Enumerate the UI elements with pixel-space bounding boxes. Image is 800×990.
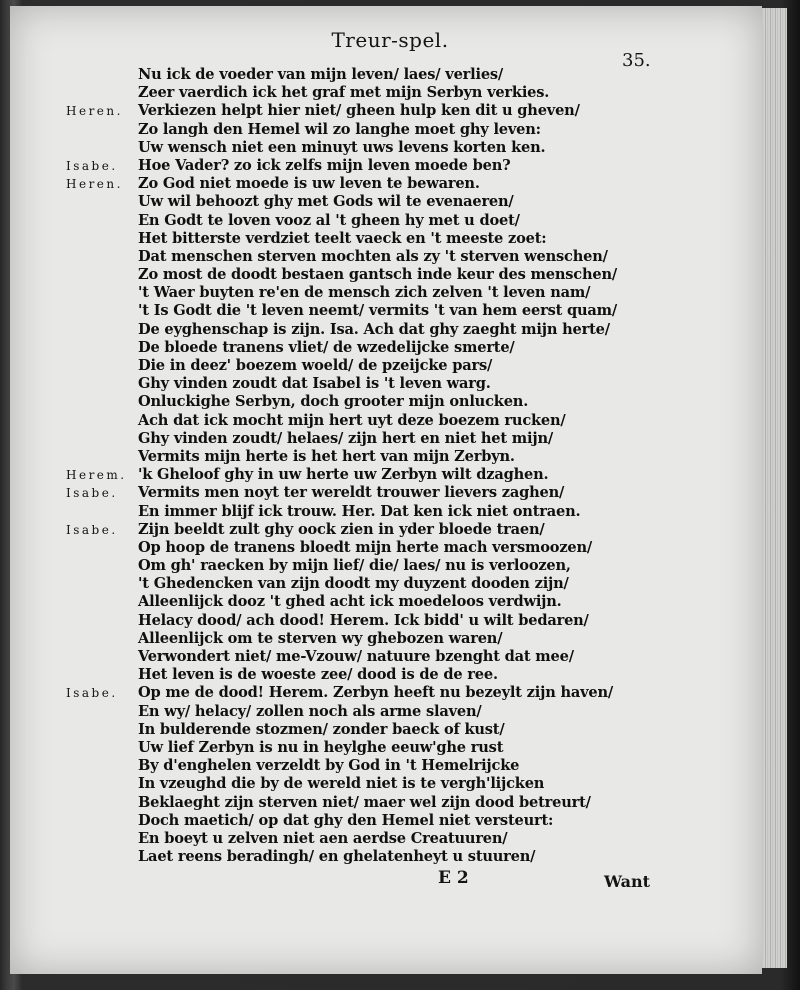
verse-line xyxy=(10,557,762,575)
verse-text: Het leven is de woeste zee/ dood is de de ree. xyxy=(138,666,498,684)
verse-text: Die in deez' boezem woeld/ de pzeijcke pars/ xyxy=(138,357,493,374)
verse-line xyxy=(10,393,762,411)
running-title: Treur-spel. xyxy=(331,28,449,52)
signature-mark: E 2 xyxy=(438,868,469,888)
verse-text: En wy/ helacy/ zollen noch als arme slaven/ xyxy=(138,702,482,720)
verse-line xyxy=(10,630,762,648)
verse-line xyxy=(10,248,762,266)
speaker-label: Heren. xyxy=(66,177,123,192)
verse-text: Uw lief Zerbyn is nu in heylghe eeuw'ghe rust xyxy=(138,738,504,756)
verse-text: En immer blijf ick trouw. Her. Dat ken ick niet ontraen. xyxy=(138,502,581,520)
verse-text: Uw wensch niet een minuyt uws levens korten ken. xyxy=(138,138,546,156)
verse-line xyxy=(10,539,762,557)
verse-text: In vzeughd die by de wereld niet is te vergh'lijcken xyxy=(138,775,545,793)
verse-line xyxy=(10,84,762,102)
verse-text: De bloede tranens vliet/ de wzedelijcke smerte/ xyxy=(138,338,515,356)
speaker-label: Isabe. xyxy=(66,686,118,701)
speaker-label: Herem. xyxy=(66,468,127,483)
verse-text: Ach dat ick mocht mijn hert uyt deze boezem rucken/ xyxy=(138,411,566,429)
verse-line xyxy=(10,721,762,739)
verse-text: Zijn beeldt zult ghy oock zien in yder bloede traen/ xyxy=(138,520,545,538)
verse-text: De eyghenschap is zijn. Isa. Ach dat ghy zaeght mijn herte/ xyxy=(138,320,610,338)
verse-line xyxy=(10,284,762,302)
verse-line xyxy=(10,157,762,175)
verse-line xyxy=(10,430,762,448)
verse-text: Zeer vaerdich ick het graf met mijn Serbyn verkies. xyxy=(138,84,550,102)
verse-text: Op me de dood! Herem. Zerbyn heeft nu bezeylt zijn haven/ xyxy=(138,684,614,702)
verse-line xyxy=(10,266,762,284)
verse-text: Verkiezen helpt hier niet/ gheen hulp ken dit u gheven/ xyxy=(138,102,580,120)
verse-text: Ghy vinden zoudt dat Isabel is 't leven warg. xyxy=(138,375,491,393)
verse-text: Dat menschen sterven mochten als zy 't sterven wenschen/ xyxy=(138,247,608,265)
verse-line xyxy=(10,666,762,684)
verse-line xyxy=(10,484,762,502)
verse-line xyxy=(10,139,762,157)
verse-text: Vermits men noyt ter wereldt trouwer lievers zaghen/ xyxy=(138,484,565,502)
verse-text: Nu ick de voeder van mijn leven/ laes/ verlies/ xyxy=(138,66,504,83)
verse-text: Beklaeght zijn sterven niet/ maer wel zijn dood betreurt/ xyxy=(138,793,591,811)
verse-line xyxy=(10,684,762,702)
verse-text: En boeyt u zelven niet aen aerdse Creatuuren/ xyxy=(138,829,508,847)
verse-text: Laet reens beradingh/ en ghelatenheyt u stuuren/ xyxy=(138,848,536,866)
verse-line xyxy=(10,703,762,721)
verse-line xyxy=(10,794,762,812)
verse-text: Alleenlijck dooz 't ghed acht ick moedeloos verdwijn. xyxy=(138,593,562,611)
verse-text: Doch maetich/ op dat ghy den Hemel niet versteurt: xyxy=(138,811,554,829)
verse-line xyxy=(10,648,762,666)
verse-line xyxy=(10,66,762,84)
page-edge xyxy=(760,8,787,968)
verse-line xyxy=(10,848,762,866)
speaker-label: Isabe. xyxy=(66,522,118,537)
verse-line xyxy=(10,503,762,521)
verse-line xyxy=(10,375,762,393)
verse-text: 't Is Godt die 't leven neemt/ vermits 't van hem eerst quam/ xyxy=(138,302,618,320)
verse-text: Zo most de doodt bestaen gantsch inde keur des menschen/ xyxy=(138,266,617,284)
verse-lines xyxy=(10,66,762,866)
verse-line xyxy=(10,212,762,230)
verse-text: Ghy vinden zoudt/ helaes/ zijn hert en niet het mijn/ xyxy=(138,429,554,447)
verse-text: Zo langh den Hemel wil zo langhe moet ghy leven: xyxy=(138,120,541,138)
verse-text: Onluckighe Serbyn, doch grooter mijn onlucken. xyxy=(138,393,529,411)
verse-line xyxy=(10,121,762,139)
verse-text: 'k Gheloof ghy in uw herte uw Zerbyn wilt dzaghen. xyxy=(138,466,549,484)
verse-text: 't Ghedencken van zijn doodt my duyzent dooden zijn/ xyxy=(138,575,569,593)
verse-line xyxy=(10,575,762,593)
speaker-label: Isabe. xyxy=(66,486,118,501)
verse-text: Helacy dood/ ach dood! Herem. Ick bidd' u wilt bedaren/ xyxy=(138,611,589,629)
verse-line xyxy=(10,775,762,793)
verse-text: Op hoop de tranens bloedt mijn herte mach versmoozen/ xyxy=(138,538,593,556)
verse-text: Alleenlijck om te sterven wy ghebozen waren/ xyxy=(138,629,503,647)
verse-text: Verwondert niet/ me-Vzouw/ natuure bzenght dat mee/ xyxy=(138,648,574,665)
verse-line xyxy=(10,739,762,757)
verse-text: In bulderende stozmen/ zonder baeck of kust/ xyxy=(138,720,505,738)
verse-line xyxy=(10,448,762,466)
verse-line xyxy=(10,812,762,830)
verse-text: 't Waer buyten re'en de mensch zich zelven 't leven nam/ xyxy=(138,284,591,302)
verse-line xyxy=(10,357,762,375)
verse-line xyxy=(10,757,762,775)
verse-text: En Godt te loven vooz al 't gheen hy met u doet/ xyxy=(138,211,520,229)
verse-line xyxy=(10,230,762,248)
verse-line xyxy=(10,302,762,320)
verse-line xyxy=(10,612,762,630)
verse-line xyxy=(10,412,762,430)
verse-text: By d'enghelen verzeldt by God in 't Hemelrijcke xyxy=(138,757,520,775)
verse-text: Hoe Vader? zo ick zelfs mijn leven moede ben? xyxy=(138,156,511,174)
speaker-label: Heren. xyxy=(66,104,123,119)
verse-line xyxy=(10,193,762,211)
verse-line xyxy=(10,466,762,484)
verse-line xyxy=(10,102,762,120)
page-number: 35. xyxy=(622,50,651,71)
verse-line xyxy=(10,321,762,339)
verse-line xyxy=(10,339,762,357)
verse-text: Het bitterste verdziet teelt vaeck en 't meeste zoet: xyxy=(138,229,547,247)
speaker-label: Isabe. xyxy=(66,158,118,173)
book-page xyxy=(10,6,762,974)
verse-text: Vermits mijn herte is het hert van mijn Zerbyn. xyxy=(138,447,515,465)
catchword: Want xyxy=(604,872,650,891)
verse-text: Zo God niet moede is uw leven te bewaren. xyxy=(138,175,480,193)
verse-line xyxy=(10,521,762,539)
verse-line xyxy=(10,830,762,848)
verse-line xyxy=(10,175,762,193)
verse-line xyxy=(10,593,762,611)
verse-text: Uw wil behoozt ghy met Gods wil te evenaeren/ xyxy=(138,193,514,211)
verse-text: Om gh' raecken by mijn lief/ die/ laes/ nu is verloozen, xyxy=(138,557,571,575)
